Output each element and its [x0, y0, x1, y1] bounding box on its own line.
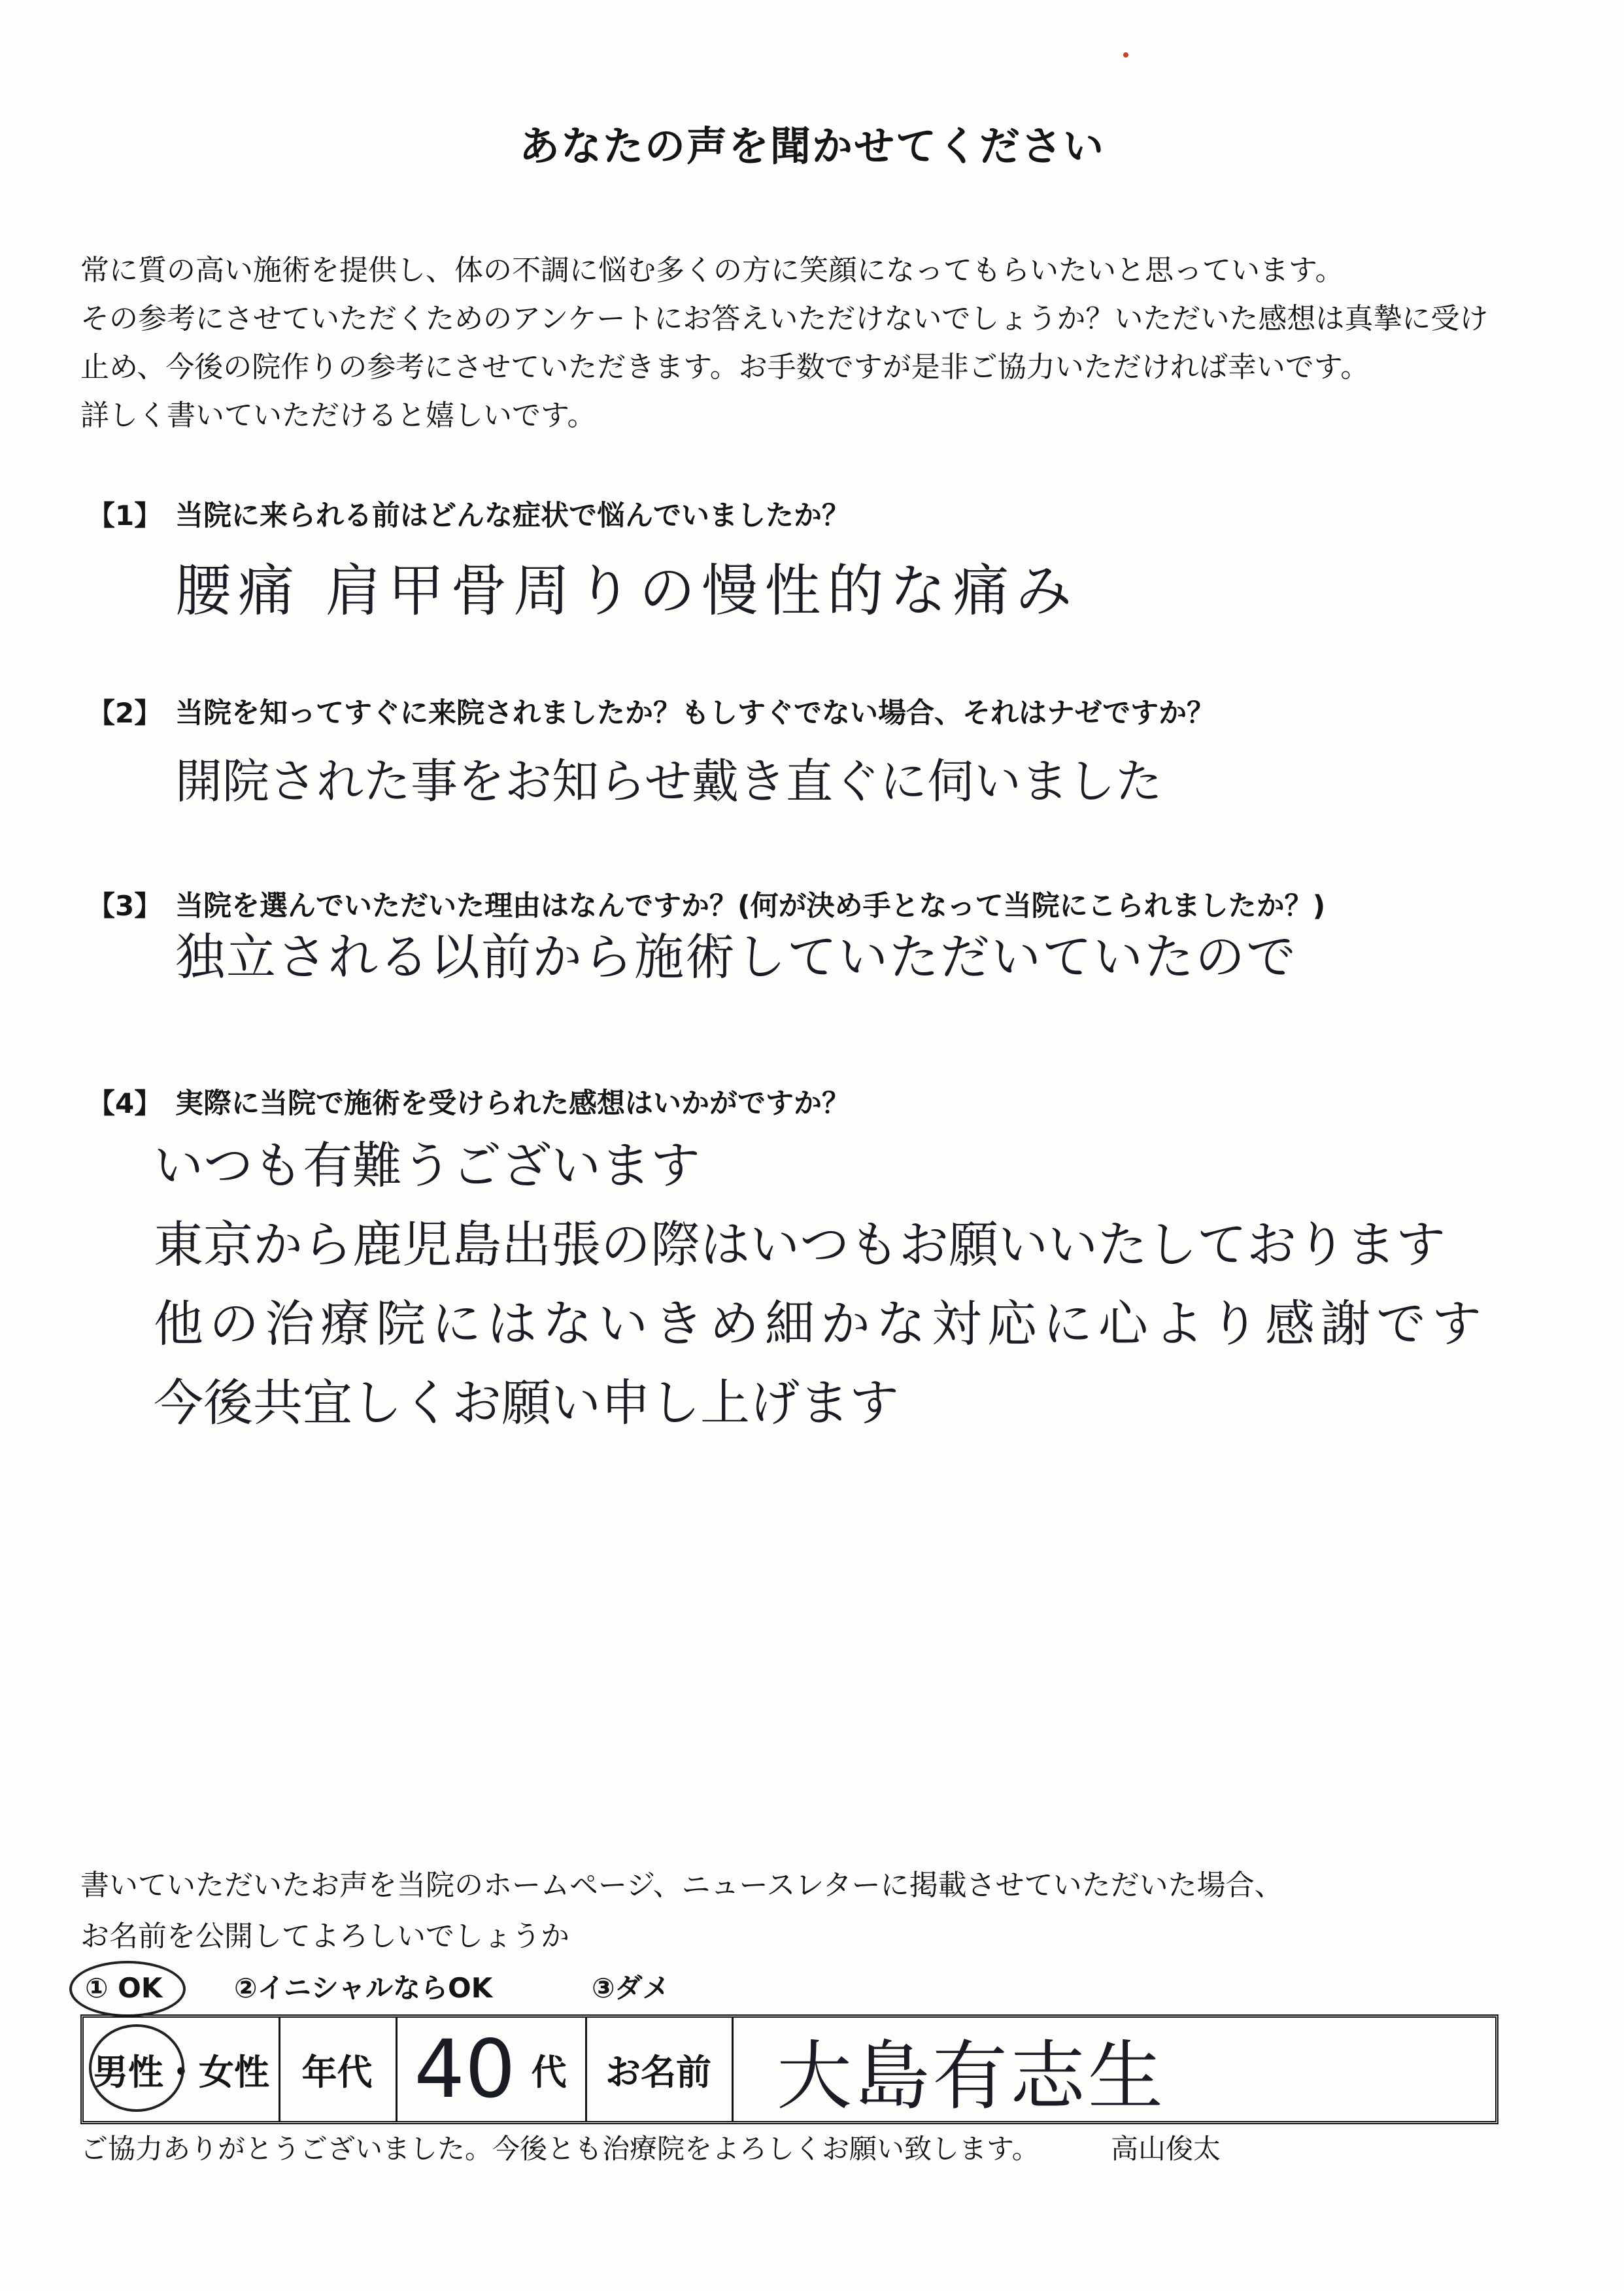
gender-female: 女性: [199, 2051, 269, 2093]
footer-signature: 高山俊太: [1111, 2133, 1221, 2165]
gender-male: 男性: [93, 2051, 163, 2093]
gender-separator: ・: [163, 2051, 199, 2093]
question-3-answer: 独立される以前から施術していただいていたので: [175, 928, 1297, 986]
consent-option-initials: [234, 1973, 492, 2004]
answer-line: 東京から鹿児島出張の際はいつもお願いいたしております: [154, 1215, 1446, 1274]
option-label: ②イニシャルならOK: [234, 1972, 493, 2004]
question-2-number: 【2】: [88, 697, 162, 729]
age-unit: 代: [531, 2051, 567, 2093]
name-label: お名前: [605, 2051, 711, 2093]
answer-line: 他の治療院にはないきめ細かな対応に心より感謝です: [154, 1295, 1487, 1353]
question-2-text: 当院を知ってすぐに来院されましたか？もしすぐでない場合、それはナゼですか？: [175, 697, 1215, 730]
red-ink-mark: [1123, 52, 1128, 58]
question-3-number: 【3】: [88, 890, 162, 922]
age-label: 年代: [301, 2051, 373, 2093]
question-4-answer: [154, 1126, 1487, 1442]
footer-thanks: ご協力ありがとうございました。今後とも治療院をよろしくお願い致します。: [80, 2133, 1040, 2165]
selection-circle: [69, 1961, 186, 2017]
consent-option-no: [592, 1973, 670, 2004]
intro-line: 止め、今後の院作りの参考にさせていただきます。お手数ですが是非ご協力いただければ幸いです。: [80, 350, 1370, 384]
question-4-number: 【4】: [88, 1087, 162, 1119]
option-label: ③ダメ: [592, 1972, 670, 2004]
intro-paragraph: [80, 246, 1488, 440]
gender-selection-circle: [89, 2024, 184, 2112]
option-label: ① OK: [85, 1972, 163, 2004]
consent-text: 書いていただいたお声を当院のホームページ、ニュースレターに掲載させていただいた場合、: [80, 1869, 1283, 1902]
page-title: あなたの声を聞かせてください: [518, 122, 1105, 170]
age-cell: [396, 2018, 585, 2121]
question-1-text: 当院に来られる前はどんな症状で悩んでいましたか？: [175, 500, 850, 532]
profile-table: [80, 2014, 1498, 2124]
intro-line: 常に質の高い施術を提供し、体の不調に悩む多くの方に笑顔になってもらいたいと思っています。: [80, 254, 1344, 287]
answer-line: 今後共宜しくお願い申し上げます: [154, 1374, 899, 1432]
name-value: 大島有志生: [777, 2032, 1166, 2120]
answer-line: いつも有難うございます: [154, 1136, 700, 1195]
intro-line: その参考にさせていただくためのアンケートにお答えいただけないでしょうか？いただいた感想は真摯に受け: [80, 302, 1489, 335]
consent-question: お名前を公開してよろしいでしょうか: [80, 1920, 569, 1953]
question-1-number: 【1】: [88, 500, 162, 532]
consent-option-ok: [85, 1973, 162, 2004]
question-2-answer: 開院された事をお知らせ戴き直ぐに伺いました: [175, 754, 1162, 809]
age-value: 40: [414, 2023, 516, 2116]
name-cell: [734, 2018, 1495, 2121]
question-3-text: 当院を選んでいただいた理由はなんですか？(何が決め手となって当院にこられましたか？): [175, 890, 1326, 923]
question-1-answer: 腰痛 肩甲骨周りの慢性的な痛み: [175, 558, 1079, 624]
intro-line: 詳しく書いていただけると嬉しいです。: [80, 399, 596, 432]
question-4-text: 実際に当院で施術を受けられた感想はいかがですか？: [175, 1087, 850, 1120]
